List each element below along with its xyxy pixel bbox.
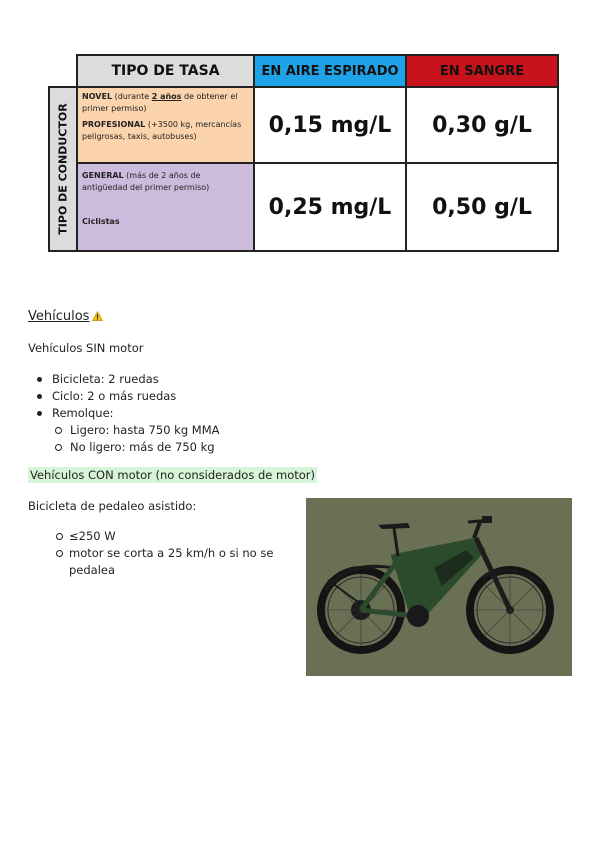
sub-bullet-icon <box>56 533 63 540</box>
value-aire-novel: 0,15 mg/L <box>254 87 406 163</box>
value-sangre-novel: 0,30 g/L <box>406 87 558 163</box>
desc-line: antigüedad del primer permiso) <box>82 183 210 192</box>
side-label-tipo-conductor: TIPO DE CONDUCTOR <box>49 87 77 251</box>
heading-con-motor: Vehículos CON motor (no considerados de motor) <box>30 468 315 482</box>
list-item: ≤250 W <box>55 528 273 545</box>
desc-line: Ciclistas <box>82 217 120 226</box>
ebike-image <box>306 498 572 676</box>
desc-line: PROFESIONAL (+3500 kg, mercancías <box>82 120 242 129</box>
sin-motor-list <box>28 371 220 456</box>
header-aire-espirado: EN AIRE ESPIRADO <box>254 55 406 87</box>
alcohol-rates-table <box>48 54 559 252</box>
sub-bullet-icon <box>55 427 62 434</box>
list-item: motor se corta a 25 km/h o si no se <box>55 545 273 562</box>
desc-line: NOVEL (durante 2 años de obtener el <box>82 92 238 101</box>
pedaleo-list <box>55 528 273 579</box>
row-novel-profesional-desc <box>77 87 254 163</box>
list-item: Remolque: <box>28 405 220 422</box>
value-sangre-general: 0,50 g/L <box>406 163 558 251</box>
table-corner <box>49 55 77 87</box>
list-item: Ciclo: 2 o más ruedas <box>28 388 220 405</box>
section-title-vehiculos: Vehículos <box>28 309 103 324</box>
ebike-illustration <box>306 498 572 676</box>
heading-pedaleo-asistido: Bicicleta de pedaleo asistido: <box>28 499 197 513</box>
list-item: Bicicleta: 2 ruedas <box>28 371 220 388</box>
list-item: No ligero: más de 750 kg <box>28 439 220 456</box>
list-item-continuation: pedalea <box>69 563 116 577</box>
sub-bullet-icon <box>56 550 63 557</box>
bullet-icon <box>37 394 42 399</box>
heading-sin-motor: Vehículos SIN motor <box>28 341 144 355</box>
row-general-ciclistas-desc <box>77 163 254 251</box>
bullet-icon <box>37 411 42 416</box>
bullet-icon <box>37 377 42 382</box>
sub-bullet-icon <box>55 444 62 451</box>
desc-line: peligrosas, taxis, autobuses) <box>82 132 197 141</box>
desc-line: GENERAL (más de 2 años de <box>82 171 201 180</box>
warning-icon <box>92 311 103 321</box>
desc-line: primer permiso) <box>82 104 147 113</box>
list-item: Ligero: hasta 750 kg MMA <box>28 422 220 439</box>
header-tipo-tasa: TIPO DE TASA <box>77 55 254 87</box>
header-sangre: EN SANGRE <box>406 55 558 87</box>
value-aire-general: 0,25 mg/L <box>254 163 406 251</box>
